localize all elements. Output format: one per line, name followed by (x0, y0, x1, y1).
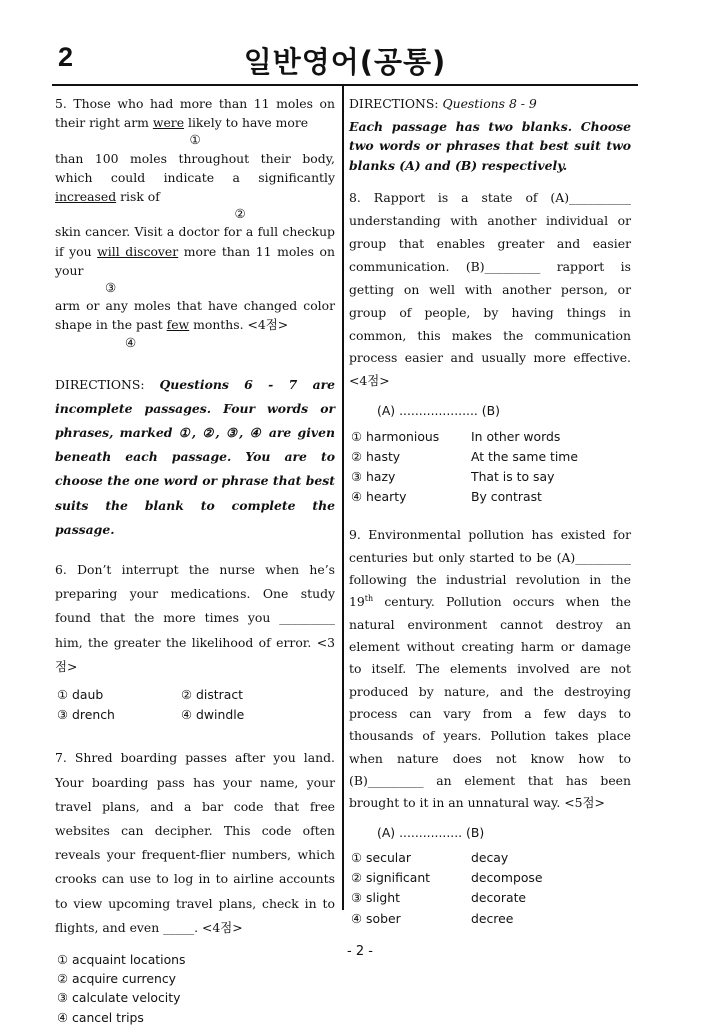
option[interactable]: ① daub (57, 686, 104, 702)
q5-text-4: arm or any moles that have changed color shape in the past (55, 298, 335, 333)
option[interactable]: ② distract (181, 686, 244, 702)
option[interactable]: ② acquire currency (57, 971, 176, 987)
q8-options (351, 427, 631, 507)
question-5 (55, 94, 335, 351)
directions-title: Questions 8 - 9 (442, 96, 537, 111)
q7-options (57, 950, 335, 1027)
question-9 (349, 524, 631, 927)
option-a[interactable]: ② significant (351, 870, 431, 886)
q5-text-4b: months. <4점> (189, 317, 289, 333)
q5-mark-2: increased (55, 189, 117, 204)
option-a[interactable]: ① harmonious (351, 428, 440, 444)
q7-text: 7. Shred boarding passes after you land. Your boarding pass has your name, your travel plans, and a bar code that free websites can decipher. This code often reveals your frequent-flier numbers, which crooks can use to log in to airline accounts to view upcoming travel plans, check in to flights, and even _____. <4점> (55, 750, 335, 935)
q9-options (351, 848, 631, 928)
q5-mark-4: few (166, 317, 190, 333)
right-column (349, 94, 631, 928)
q5-mark-1: were (152, 115, 185, 131)
option-b: decompose (471, 870, 543, 886)
header-rule (52, 84, 638, 86)
option-b: decree (471, 910, 514, 926)
q5-number-4: ④ (125, 334, 137, 350)
q8-text: 8. Rapport is a state of (A)__________ understanding with another individual or group that enables greater and easier communication. (B)_________ rapport is getting on well with another person, or group of people, by having things in common, this makes the communication process easier and usually more effective. <4점> (349, 189, 631, 389)
q5-mark-3: will discover (97, 243, 179, 259)
q5-text-3b: more than 11 moles on your (55, 243, 335, 278)
directions-8-9 (349, 94, 631, 175)
option-b: In other words (471, 428, 561, 444)
q8-ab-header: (A) .................... (B) (377, 403, 500, 419)
column-divider (342, 86, 344, 910)
option-b: decay (471, 849, 509, 865)
q9-text-2: century. Pollution occurs when the natural environment cannot destroy an element without creating harm or damage to itself. The elements involved are not produced by nature, and the destroying process can vary from a few days to thousands of years. Pollution takes place when nature does not know how to (B)_________ an element that has been brought to it in an unnatural way. <5점> (349, 594, 631, 811)
q9-ab-header: (A) ................ (B) (377, 824, 485, 840)
option-b: That is to say (471, 468, 555, 484)
directions-label: DIRECTIONS: (55, 376, 160, 392)
option-a[interactable]: ③ slight (351, 890, 400, 906)
option-b: At the same time (471, 448, 579, 464)
option-a[interactable]: ① secular (351, 849, 411, 865)
option-b: decorate (471, 890, 527, 906)
q5-number-1: ① (189, 132, 201, 148)
directions-label: DIRECTIONS: (349, 96, 443, 111)
question-8 (349, 187, 631, 507)
q5-number-2: ② (234, 206, 246, 222)
question-6 (55, 558, 335, 724)
option-b: By contrast (471, 489, 542, 505)
q5-text-3: skin cancer. Visit a doctor for a full checkup if you (55, 224, 335, 259)
option-a[interactable]: ④ hearty (351, 489, 407, 505)
option[interactable]: ① acquaint locations (57, 951, 186, 967)
page-footer: - 2 - (347, 944, 373, 959)
option[interactable]: ④ cancel trips (57, 1009, 144, 1025)
q5-text-1b: likely to have more (184, 115, 309, 131)
q5-text-2b: risk of (116, 189, 160, 204)
option-a[interactable]: ② hasty (351, 448, 401, 464)
option-a[interactable]: ③ hazy (351, 468, 396, 484)
q6-text: 6. Don’t interrupt the nurse when he’s preparing your medications. One study found that the more times you _________ him, the greater the likelihood of error. <3점> (55, 562, 335, 674)
q5-number-3: ③ (105, 280, 117, 295)
subject-title: 일반영어(공통) (243, 45, 447, 79)
page-header (52, 36, 638, 80)
q9-text: 9. Environmental pollution has existed for centuries but only started to be (A)_________ following the industrial revolution in the 19 (349, 527, 631, 610)
q9-superscript: th (364, 594, 374, 604)
directions-text: Each passage has two blanks. Choose two words or phrases that best suit two blanks (A) and (B) respectively. (349, 119, 631, 173)
directions-text: Questions 6 - 7 are incomplete passages. Four words or phrases, marked ①, ②, ③, ④ are given beneath each passage. You are to choose the one word or phrase that best suits the blank to complete the passage. (55, 376, 336, 537)
left-column (55, 94, 335, 1027)
q5-text-2: than 100 moles throughout their body, which could indicate a significantly (55, 150, 335, 185)
option[interactable]: ④ dwindle (181, 707, 245, 723)
question-7 (55, 746, 335, 1026)
q6-options (57, 685, 335, 724)
option[interactable]: ③ drench (57, 707, 115, 723)
directions-6-7 (55, 373, 335, 542)
option[interactable]: ③ calculate velocity (57, 990, 181, 1006)
q5-text-1: 5. Those who had more than 11 moles on their right arm (55, 96, 335, 131)
option-a[interactable]: ④ sober (351, 910, 401, 926)
page-number: 2 (58, 42, 74, 72)
